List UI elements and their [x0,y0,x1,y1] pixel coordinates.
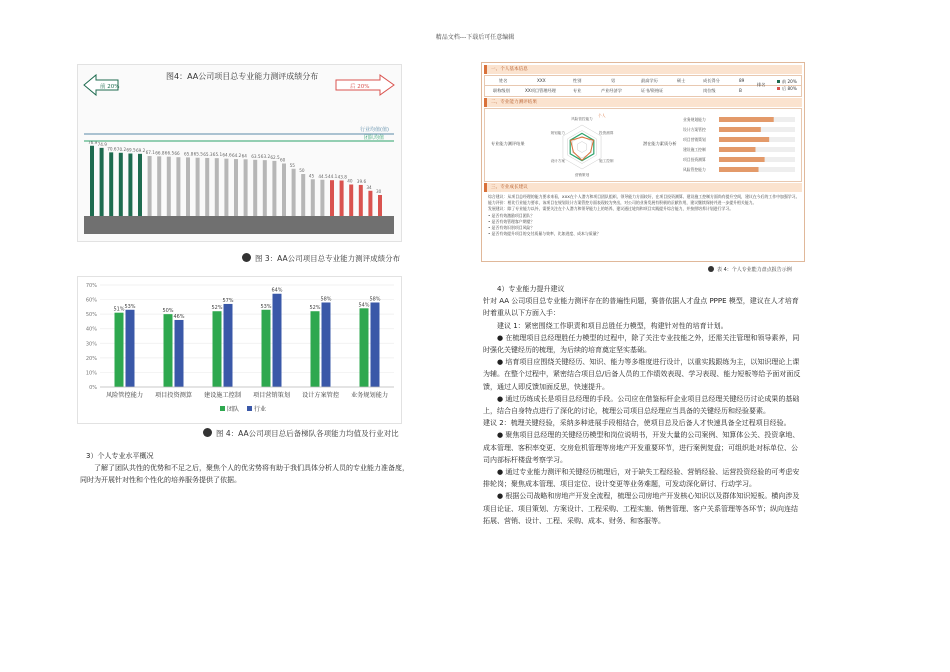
potential-bar-fill [719,157,765,162]
left-arrow-label: 前 20% [100,84,120,90]
distribution-chart [78,65,401,241]
right-arrow-label: 后 20% [350,84,370,90]
advice-bullet: • 是否有效识别项目风险？ [488,225,535,231]
result-area [484,108,802,182]
cell-level-value: B [739,88,742,93]
section-personal-level [80,450,410,487]
cell-title-value: XX项目管理经理 [525,88,556,93]
cell-score-label: 成长得分 [703,78,720,83]
score-bar [176,157,180,216]
y-tick-label: 20% [85,355,97,362]
score-label: 66.8 [155,150,165,156]
advice-bullet-text: 是否有效提升项目的交付质量与效率，比如进度、成本与质量？ [491,231,601,237]
bar-行业 [322,302,331,387]
score-label: 69.5 [126,147,136,153]
report-section-advice: 三、专业成长建议 [484,183,802,192]
advice-bullet-text: 是否有效识别项目风险？ [491,225,535,231]
score-label: 60 [280,157,286,163]
y-tick-label: 50% [85,312,97,319]
legend-industry-label: 行业 [254,406,267,413]
team-vs-industry-chart [78,277,401,423]
cell-major-label: 专业 [573,88,582,93]
cell-gender-value: 男 [611,78,616,83]
figure-personal-report [481,62,805,262]
advice-para-1: 综合建议：从项目总经理的能力要求来看，XXX在个人潜力和项目团队组织、领导能力方面较好，在项目投资测算、建设施工控制方面尚有提升空间，建议在今后的工作中加强学习。 [488,194,800,199]
score-label: 63.2 [260,154,271,160]
score-label: 64 [241,153,247,159]
figure1-title: 图4：AA公司项目总专业能力测评成绩分布 [166,72,319,81]
score-label: 65.5 [193,151,203,157]
potential-bar-label: 项目投资测算 [683,157,706,162]
suggestion-1-point: ● 在梳理项目总经理胜任力模型的过程中，除了关注专业技能之外，还需关注管理和领导素养，同时强化关键经历的梳理，为后续的培育奠定坚实基础。 [483,333,800,355]
score-label: 70.6 [107,146,117,152]
category-label: 项目营销策划 [252,392,291,399]
score-bar [282,164,286,217]
legend-team-avg: 团队均值 [364,135,385,141]
score-label: 55 [289,162,295,168]
score-label: 39.6 [356,178,367,184]
category-label: 项目投资测算 [154,392,193,399]
score-label: 76.9 [88,139,98,145]
figure3-caption-wrap [708,266,792,273]
score-label: 63.5 [251,153,261,159]
potential-bar-label: 建设施工控制 [683,147,706,152]
score-label: 40 [347,178,353,184]
potential-bar-chart [683,113,799,177]
score-label: 65.1 [212,152,223,158]
rank-top-swatch [777,80,780,83]
y-tick-label: 10% [85,370,97,377]
score-bar [378,195,382,216]
section-heading: 3）个人专业水平概况 [86,452,154,460]
cell-gender-label: 性别 [573,78,582,83]
radar-axis-label: 规划能力 [550,131,565,135]
legend-team-swatch [220,406,225,411]
figure2-caption-wrap [203,428,399,439]
cell-degree-value: 硕士 [677,78,686,83]
score-bar [359,185,363,216]
data-label: 64% [271,287,283,294]
score-bar [186,157,190,216]
score-bar [330,180,334,216]
score-bar [119,153,123,216]
score-label: 65.8 [184,151,194,157]
suggestion-2-point: ● 根据公司战略和房地产开发全流程，梳理公司房地产开发核心知识以及群体知识短板。横向涉及项目论证、项目策划、方案设计、工程采购、工程实施、销售管理、客户关系管理等各环节；纵向连结拓展、营销、设计、工程、采购、成本、财务、和客服等。 [483,492,800,525]
score-bar [128,154,132,216]
score-bar [244,159,248,216]
legend-team-label: 团队 [227,406,240,413]
category-label: 风险管控能力 [105,392,144,399]
radar-grid [563,125,601,169]
score-bar [234,159,238,216]
score-label: 45 [308,173,315,179]
rank-top-label: 前 20% [782,79,797,84]
advice-bullet-text: 是否有效管理客户期望？ [491,218,535,224]
score-bar [368,191,372,216]
report-section-result: 二、专业能力测评结果 [484,98,802,107]
data-label: 53% [124,303,136,310]
score-bar [215,158,219,216]
y-tick-label: 30% [85,341,97,348]
bar-团队 [164,314,173,387]
cell-major-value: 产业经济学 [601,88,622,93]
section-heading: 4）专业能力提升建议 [497,285,565,293]
y-tick-label: 60% [85,297,97,304]
cell-score-value: 89 [739,78,745,83]
score-bar [148,156,152,216]
score-label: 66 [174,151,180,157]
chart-base-band [84,216,394,234]
data-label: 58% [369,296,381,303]
figure-score-distribution [77,64,402,242]
rank-bottom-swatch [777,87,780,90]
score-bar [349,185,353,217]
score-bar [272,161,276,216]
section-body: 了解了团队共性的优势和不足之后，聚焦个人的优劣势将有助于我们具体分析人员的专业能力准备度，同时为开展针对性和个性化的培养服务提供了依据。 [80,464,409,485]
bar-团队 [360,308,369,387]
score-bar [167,157,171,216]
score-bar [100,148,104,216]
suggestion-2-point: ● 通过专业能力测评和关键经历梳理后，对于缺失工程经验、营销经验、运营投资经验的可考虑安排轮岗；聚焦成本管理、项目定位、设计变更等业务难题，可发动深化研讨、行动学习。 [483,468,800,489]
score-bar [157,156,161,216]
radar-side-label: 专业能力测评结果 [491,141,525,146]
score-label: 70.2 [116,146,127,152]
score-bar [320,180,324,216]
potential-bar-label: 项目营销策划 [683,137,706,142]
score-label: 66.5 [164,150,175,156]
suggestion-2-title: 建议 2：梳理关键经验，采纳多种进展手段相结合，使项目总及后备人才快速具备全过程项目经验。 [483,419,791,428]
figure1-caption-wrap [242,253,400,264]
advice-text [488,194,800,237]
bar-行业 [273,294,282,387]
score-label: 30 [376,189,382,194]
y-tick-label: 40% [85,326,97,333]
suggestion-2-point: ● 聚焦项目总经理的关键经历模型和岗位说明书，开发大量的公司案例、知算体公关、投资拿地、成本管理、客积率变更、交房危机管理等房地产开发重要环节，进行案例复盘；可组织赴对标单位、公司内部标杆楼盘考察学习。 [483,431,800,464]
radar-axis-label: 投资测算 [599,131,614,135]
data-label: 52% [211,305,223,312]
section-improvement [483,283,803,527]
score-bar [263,160,267,216]
report-section-basic: 一、个人基本信息 [484,65,802,74]
score-label: 43.8 [337,174,347,180]
cell-level-label: 岗位级 [703,88,716,93]
potential-bar-label: 风险管控能力 [683,167,706,172]
bar-团队 [262,310,271,387]
advice-para-2: 能力评价：相比行业能力要求，该项目在规划设计方案管控方面表现较为突出，对公司的业务发展有积极的贡献作用，建议继续保持并进一步提升相关能力。 [488,200,757,206]
score-label: 64.2 [232,153,242,159]
category-label: 设计方案管控 [301,392,340,399]
potential-bar-label: 业务规划能力 [683,117,706,122]
score-label: 69.2 [136,147,146,153]
score-bar [138,154,142,216]
score-label: 44.5 [318,173,328,179]
score-bar [311,179,315,216]
bar-行业 [126,310,135,387]
score-bar [109,152,113,216]
score-bar [205,158,209,216]
section-intro: 针对 AA 公司项目总专业能力测评存在的普遍性问题，赛普依据人才盘点 PPPE 模型，建议在人才培育时着重从以下方面入手： [483,297,799,318]
potential-bar-fill [719,167,759,172]
data-label: 53% [260,303,272,310]
figure2-caption: 图 4：AA公司项目总后备梯队各项能力均值及行业对比 [216,429,399,438]
score-bar [292,169,296,216]
radar-chart [525,111,640,179]
data-label: 54% [358,302,370,309]
suggestion-1-point: ● 培育项目应围绕关键经历、知识、能力等多维度进行设计，以重实践跟练为主，以知识理论上课为辅。在整个过程中，紧密结合项目总/后备人员的工作绩效表现、学习表现、能力短板等给予面对面反馈，通过人即反馈加面反思，快速提升。 [483,358,801,391]
potential-bar-fill [719,147,755,152]
score-bar [253,160,257,216]
y-tick-label: 70% [85,283,97,289]
advice-bullet: • 是否有效管理客户期望？ [488,218,535,224]
bar-团队 [311,311,320,387]
data-label: 58% [320,296,332,303]
bars-side-label: 潜在能力素质分析 [643,141,677,146]
score-label: 50 [299,168,305,173]
data-label: 57% [222,297,234,304]
rank-bottom-label: 后 80% [782,86,797,91]
radar-axis-label: 设计方案 [550,159,565,163]
potential-bar-fill [719,127,761,132]
category-label: 业务规划能力 [350,392,389,399]
caption-pin-icon [708,266,714,272]
cell-rank-label: 排名 [757,82,766,87]
legend-industry-swatch [247,406,252,411]
bar-行业 [175,320,184,387]
potential-bar-label: 设计方案管控 [683,127,706,132]
figure1-caption: 图 3：AA公司项目总专业能力测评成绩分布 [255,254,401,263]
bar-团队 [213,311,222,387]
cell-name-label: 姓名 [499,78,508,83]
advice-para-3: 发展建议：除了专业能力以外，需要关注在个人潜力和领导能力上的培养，建议通过轮岗和项目实践提升综合能力，并按照培养计划进行学习。 [488,206,734,212]
basic-info-table [484,75,802,97]
score-label: 34 [366,184,372,190]
radar-axis-label: 施工控制 [599,159,614,163]
radar-axis-label: 营销策划 [574,173,590,177]
bar-行业 [224,304,233,387]
advice-bullet-text: 是否有效激励项目团队？ [491,212,535,218]
radar-legend-label: 个人 [598,113,606,118]
caption-pin-icon [203,428,212,437]
data-label: 46% [173,313,185,320]
bar-行业 [371,302,380,387]
potential-bar-fill [719,137,769,142]
data-label: 50% [162,308,174,315]
data-label: 52% [309,305,321,312]
figure3-caption: 表 4：个人专业能力盘点报告示例 [717,267,792,273]
score-bar [301,174,305,216]
score-bar [90,146,94,216]
cell-degree-label: 最高学历 [641,78,658,83]
cell-name-value: XXX [537,78,546,83]
data-label: 51% [113,306,125,313]
score-label: 74.9 [97,141,107,147]
score-label: 44.1 [328,174,338,180]
score-label: 67.1 [145,150,155,156]
legend-industry-avg: 行业均值(值) [360,127,389,133]
suggestion-1-title: 建议 1：紧密围绕工作职责和项目总胜任力模型，构建针对性的培育计划。 [497,321,728,330]
score-label: 62.5 [270,154,280,160]
score-bar [196,158,200,216]
caption-pin-icon [242,253,251,262]
advice-bullet: • 是否有效提升项目的交付质量与效率，比如进度、成本与质量？ [488,231,601,237]
category-label: 建设施工控制 [203,392,242,399]
page-header: 精品文档---下载后可任意编辑 [435,34,515,41]
figure-team-vs-industry [77,276,402,424]
y-tick-label: 0% [89,385,97,391]
bar-团队 [115,313,124,387]
score-bar [224,159,228,216]
advice-bullet: • 是否有效激励项目团队？ [488,212,535,218]
score-bar [340,181,344,216]
potential-bar-fill [719,117,774,122]
cell-title-label: 职称级别 [493,88,510,93]
score-label: 64.6 [222,152,232,158]
score-label: 65.3 [203,151,213,157]
radar-grid [577,142,587,153]
suggestion-1-point: ● 通过历练成长是项目总经理的手段。公司应在借鉴标杆企业项目总经理关键经历讨论成果的基础上，结合自身特点进行了深化的讨论，梳理公司项目总经理应当具备的关键经历和经验要素。 [483,394,800,416]
cell-cert-label: 证书/资格证 [641,88,664,93]
radar-axis-label: 风险管控能力 [571,117,593,121]
